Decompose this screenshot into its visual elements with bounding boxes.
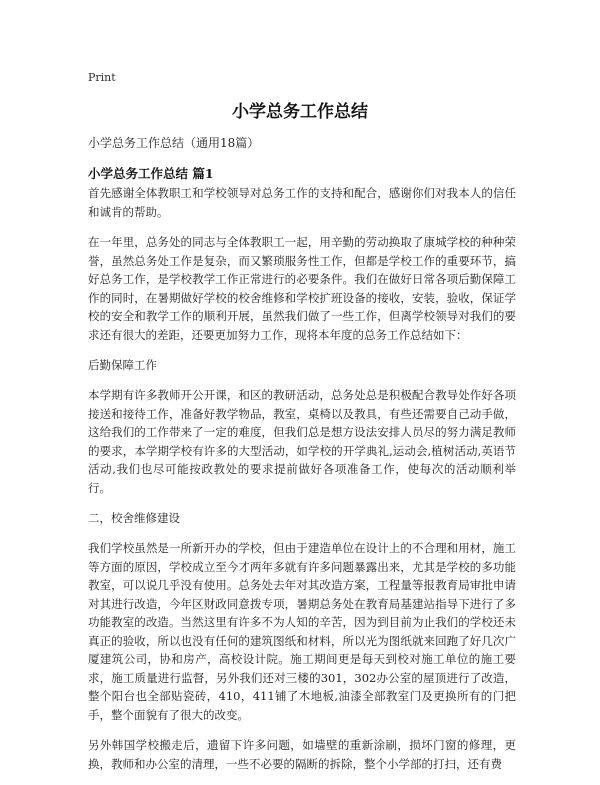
paragraph-logistics: 本学期有许多教师开公开课，和区的教研活动，总务处总是积极配合教导处作好各项接送和接待工作，准备好教学物品，教室，桌椅以及教具，有些还需要自己动手做，这给我们的工作带来了一定的难度，但我们总是想方设法安排人员尽的努力满足教师的要求，本学期学校有许多的大型活动，如学校的开学典礼,运动会,植树活动,英语节活动,我们也尽可能按政教处的要求提前做好各项准备工作，使每次的活动顺利举行。	[88, 388, 516, 495]
paragraph-thanks: 首先感谢全体教职工和学校领导对总务工作的支持和配合，感谢你们对我本人的信任和诚肯的帮助。	[88, 186, 516, 219]
paragraph-intro: 在一年里，总务处的同志与全体教职工一起，用辛勤的劳动换取了康城学校的种种荣誉，虽然总务处工作是复杂，而又繁琐服务性工作，但都是学校工作的重要环节，搞好总务工作，是学校教学工作正常进行的必要条件。我们在做好日常各项后勤保障工作的同时，在暑期做好学校的校舍维修和学校扩班设备的接收，安装，验收，保证学校的安全和教学工作的顺利开展，虽然我们做了一些工作，但离学校领导对我们的要求还有很大的差距，还要更加努力工作，现将本年度的总务工作总结如下：	[88, 235, 516, 342]
section-heading: 小学总务工作总结 篇1	[88, 166, 214, 181]
paragraph-maintenance: 我们学校虽然是一所新开办的学校，但由于建造单位在设计上的不合理和用材，施工等方面的原因，学校成立至今才两年多就有许多问题暴露出来，尤其是学校的多功能教室，可以说几乎没有使用。总务处去年对其改造方案，工程量等报教育局审批申请对其进行改造，今年区财政同意拨专项，暑期总务处在教育局基建站指导下进行了多功能教室的改造。当然这里有许多不为人知的辛苦，因为到目前为止我们的学校还未真正的验收，所以也没有任何的建筑图纸和材料，所以光为图纸就来回跑了好几次广厦建筑公司，协和房产，高校设计院。施工期间更是每天到校对施工单位的施工要求，施工质量进行监督，另外我们还对三楼的301，302办公室的屋顶进行了改造，整个阳台也全部贴瓷砖，410，411铺了木地板,油漆全部教室门及更换所有的门把手，整个面貌有了很大的改变。	[88, 541, 516, 722]
document-subtitle: 小学总务工作总结（通用18篇）	[88, 136, 260, 150]
subheading-logistics: 后勤保障工作	[88, 358, 157, 372]
subheading-maintenance: 二，校舍维修建设	[88, 511, 180, 525]
paragraph-korean-school: 另外韩国学校搬走后，遗留下许多问题，如墙壁的重新涂刷，损坏门窗的修理，更换，教师和办公室的清理，一些不必要的隔断的拆除，整个小学部的打扫，还有费	[88, 738, 516, 771]
document-body	[88, 184, 516, 785]
print-label: Print	[88, 71, 116, 84]
page-title: 小学总务工作总结	[232, 102, 368, 122]
